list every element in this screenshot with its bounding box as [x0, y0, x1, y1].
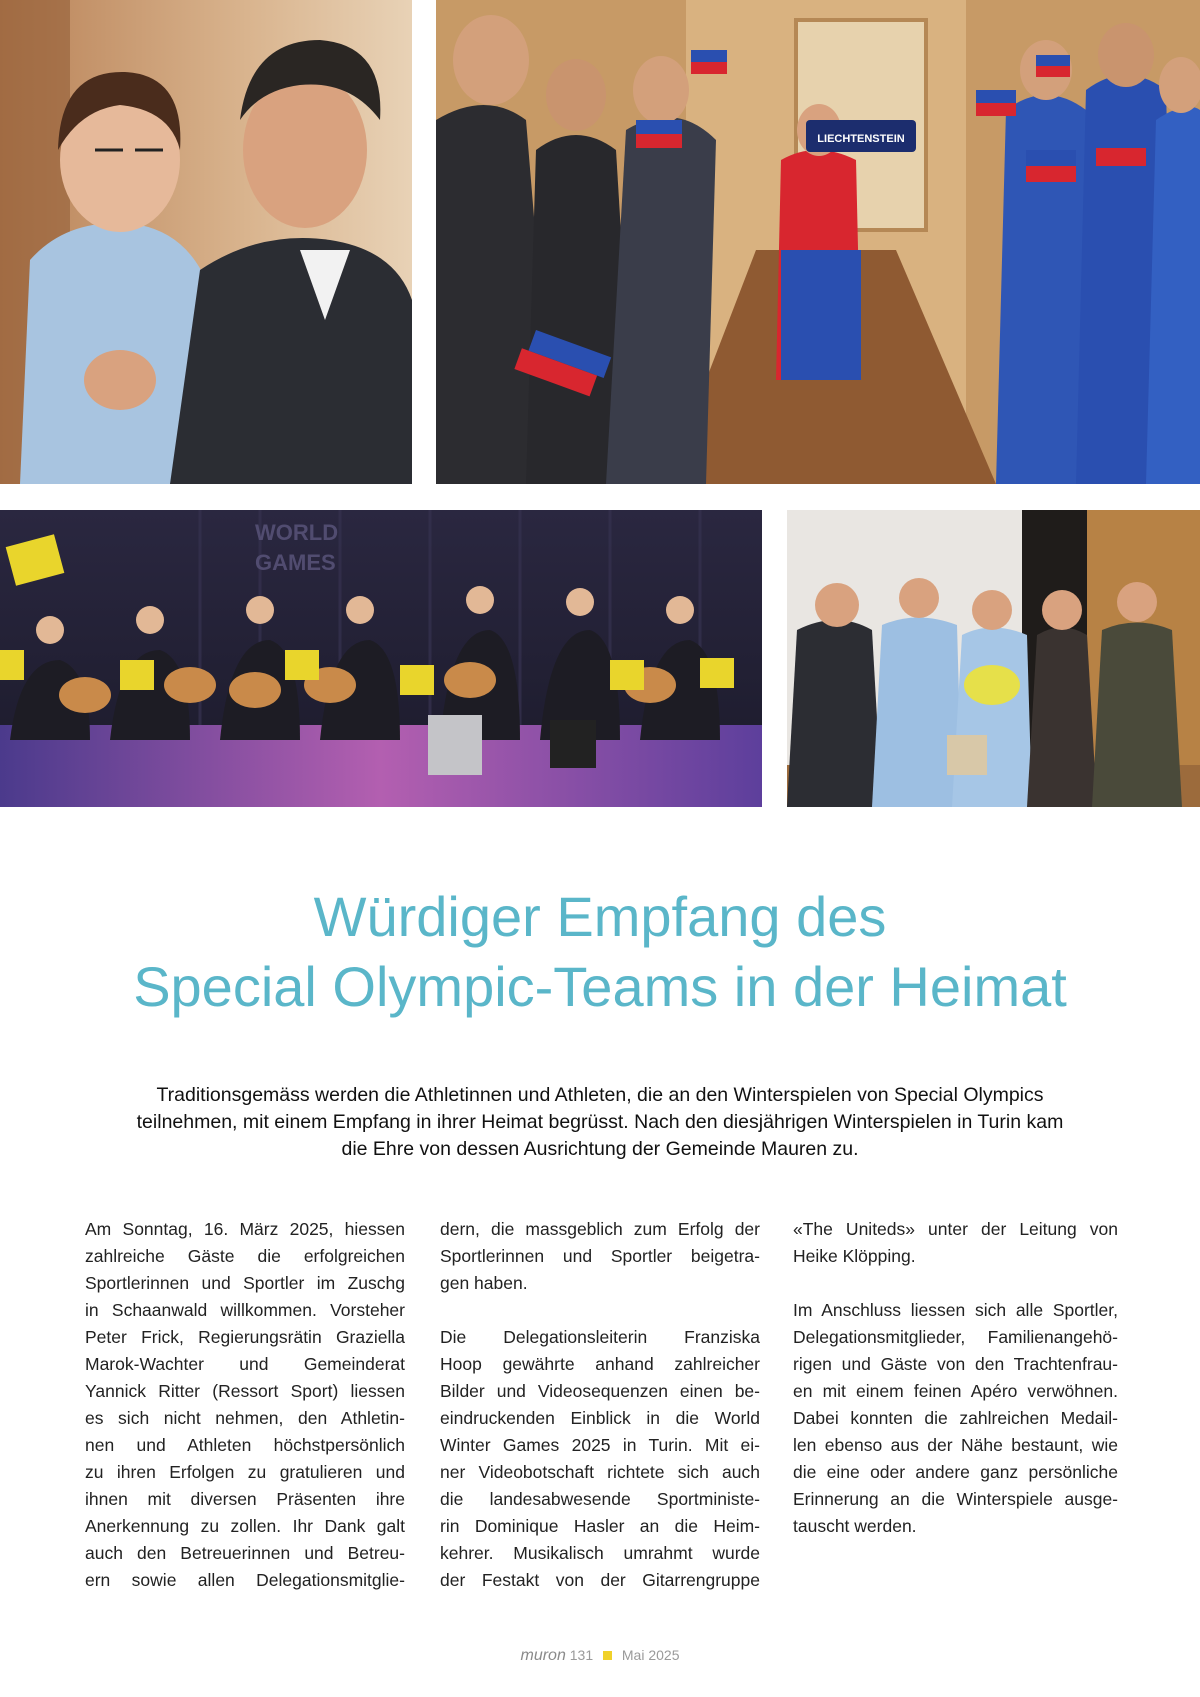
body-text-line: ern sowie allen Delegationsmitglie-	[85, 1570, 405, 1590]
body-text-line: Sportlerinnen und Sportler beigetra-	[440, 1246, 760, 1266]
body-text-line: Dabei konnten die zahlreichen Medail-	[793, 1408, 1118, 1428]
body-text-line: es sich nicht nehmen, den Athletin-	[85, 1408, 405, 1428]
lead-line-1: Traditionsgemäss werden die Athletinnen und Athleten, die an den Winterspielen von Special Olympics	[156, 1084, 1044, 1106]
body-text-line: gen haben.	[440, 1273, 528, 1293]
body-text-line: Marok-Wachter und Gemeinderat	[85, 1354, 405, 1374]
body-text-line: Anerkennung zu zollen. Ihr Dank galt	[85, 1516, 405, 1536]
body-text-line: dern, die massgeblich zum Erfolg der	[440, 1219, 760, 1239]
banner-text-world: WORLD	[255, 520, 339, 545]
headline-line-2: Special Olympic-Teams in der Heimat	[133, 955, 1067, 1018]
article-headline	[0, 882, 1200, 1022]
body-text-line: rigen und Gäste von den Trachtenfrau-	[793, 1354, 1118, 1374]
footer-date: Mai 2025	[621, 1647, 680, 1663]
body-text-line: «The Uniteds» unter der Leitung von	[793, 1219, 1118, 1239]
body-text-line: der Festakt von der Gitarrengruppe	[440, 1570, 760, 1590]
footer-square-icon	[603, 1651, 612, 1660]
banner-text-games: GAMES	[255, 550, 336, 575]
page-footer	[0, 1645, 1200, 1666]
photo-guitar-group	[0, 510, 762, 807]
body-text-line: Heike Klöpping.	[793, 1246, 916, 1266]
body-text-line: Die Delegationsleiterin Franziska	[440, 1327, 760, 1347]
body-text-line: die eine oder andere ganz persönliche	[793, 1462, 1118, 1482]
body-text-line: zahlreiche Gäste die erfolgreichen	[85, 1246, 405, 1266]
headline-line-1: Würdiger Empfang des	[313, 885, 887, 948]
body-text-line: kehrer. Musikalisch umrahmt wurde	[440, 1543, 760, 1563]
body-text-line: rin Dominique Hasler an die Heim-	[440, 1516, 760, 1536]
body-text-line: auch den Betreuerinnen und Betreu-	[85, 1543, 405, 1563]
body-text-line: Bilder und Videosequenzen einen be-	[440, 1381, 760, 1401]
photo-group	[787, 510, 1200, 807]
corridor-sign-text: LIECHTENSTEIN	[817, 133, 905, 145]
body-text-line: len ebenso aus der Nähe bestaunt, wie	[793, 1435, 1118, 1455]
body-column-1	[85, 1216, 405, 1594]
body-text-line: die landesabwesende Sportministe-	[440, 1489, 760, 1509]
body-text-line: Erinnerung an die Winterspiele ausge-	[793, 1489, 1118, 1509]
article-lead	[80, 1082, 1120, 1163]
photo-corridor	[436, 0, 1200, 484]
lead-line-2: teilnehmen, mit einem Empfang in ihrer Heimat begrüsst. Nach den diesjährigen Winterspielen in Turin kam	[136, 1111, 1064, 1133]
body-text-line: en mit einem feinen Apéro verwöhnen.	[793, 1381, 1118, 1401]
guitar-photo-image	[0, 510, 762, 807]
lead-line-3: die Ehre von dessen Ausrichtung der Gemeinde Mauren zu.	[341, 1138, 859, 1160]
body-text-line: tauscht werden.	[793, 1516, 917, 1536]
footer-brand: muron	[520, 1647, 566, 1664]
body-text-line: Peter Frick, Regierungsrätin Graziella	[85, 1327, 405, 1347]
photo-greeting	[0, 0, 412, 484]
paragraph-gap	[793, 1270, 1118, 1297]
body-text-line: eindruckenden Einblick in die World	[440, 1408, 760, 1428]
body-text-line: Delegationsmitglieder, Familienangehö-	[793, 1327, 1118, 1347]
body-text-line: Yannick Ritter (Ressort Sport) liessen	[85, 1381, 405, 1401]
body-text-line: Im Anschluss liessen sich alle Sportler,	[793, 1300, 1118, 1320]
body-text-line: ner Videobotschaft richtete sich auch	[440, 1462, 760, 1482]
body-text-line: nen und Athleten höchstpersönlich	[85, 1435, 405, 1455]
body-text-line: Sportlerinnen und Sportler im Zuschg	[85, 1273, 405, 1293]
greeting-photo-image	[0, 0, 412, 484]
body-text-line: Am Sonntag, 16. März 2025, hiessen	[85, 1219, 405, 1239]
corridor-photo-image	[436, 0, 1200, 484]
paragraph-gap	[440, 1297, 760, 1324]
body-column-2	[440, 1216, 760, 1594]
body-text-line: Winter Games 2025 in Turin. Mit ei-	[440, 1435, 760, 1455]
body-text-line: zu ihren Erfolgen zu gratulieren und	[85, 1462, 405, 1482]
body-text-line: ihnen mit diversen Präsenten ihre	[85, 1489, 405, 1509]
body-text-line: in Schaanwald willkommen. Vorsteher	[85, 1300, 405, 1320]
body-column-3	[793, 1216, 1118, 1540]
footer-issue: 131	[569, 1647, 594, 1663]
body-text-line: Hoop gewährte anhand zahlreicher	[440, 1354, 760, 1374]
group-photo-image	[787, 510, 1200, 807]
